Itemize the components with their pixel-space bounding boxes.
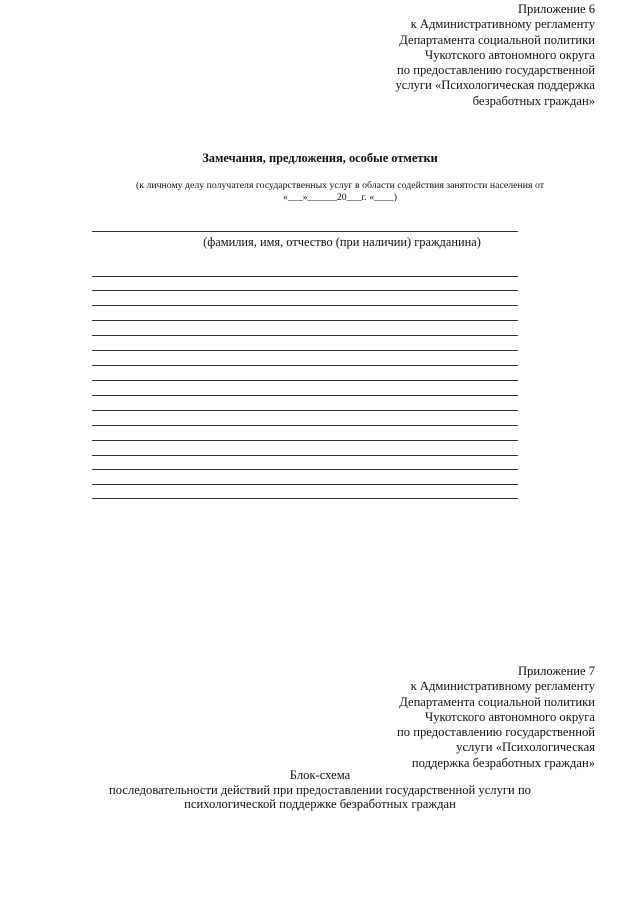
note-line <box>92 276 518 277</box>
note-line <box>92 350 518 351</box>
name-underline <box>92 231 518 232</box>
form-subtitle-line-2: «___»______20___г. «____) <box>283 192 397 203</box>
appendix-7-line: Департамента социальной политики <box>399 694 595 709</box>
note-line <box>92 498 518 499</box>
note-line <box>92 305 518 306</box>
appendix-6-line: к Административному регламенту <box>410 17 595 32</box>
note-line <box>92 395 518 396</box>
note-line <box>92 410 518 411</box>
form-subtitle <box>100 180 580 204</box>
appendix-7-line: поддержка безработных граждан» <box>411 755 595 770</box>
appendix-6-header <box>295 2 595 109</box>
note-line <box>92 335 518 336</box>
appendix-7-line: Приложение 7 <box>517 664 595 678</box>
note-line <box>92 380 518 381</box>
note-line <box>92 320 518 321</box>
appendix-7-line: Чукотского автономного округа <box>425 709 595 724</box>
appendix-7-line: к Административному регламенту <box>410 679 595 694</box>
appendix-7-header <box>295 664 595 771</box>
block-scheme-line-1: последовательности действий при предоставлении государственной услуги по <box>109 782 531 797</box>
form-title: Замечания, предложения, особые отметки <box>202 151 438 165</box>
appendix-6-line: Приложение 6 <box>517 2 595 16</box>
block-scheme-heading <box>0 768 640 812</box>
note-line <box>92 425 518 426</box>
note-line <box>92 440 518 441</box>
note-line <box>92 365 518 366</box>
name-caption: (фамилия, имя, отчество (при наличии) гражданина) <box>203 235 481 249</box>
note-line <box>92 484 518 485</box>
appendix-7-line: услуги «Психологическая <box>456 740 595 755</box>
note-line <box>92 455 518 456</box>
appendix-6-line: по предоставлению государственной <box>397 63 595 78</box>
appendix-6-line: Чукотского автономного округа <box>425 47 595 62</box>
form-subtitle-line-1: (к личному делу получателя государственных услуг в области содействия занятости населения от <box>136 180 544 191</box>
appendix-6-line: безработных граждан» <box>472 93 595 108</box>
block-scheme-title: Блок-схема <box>289 768 351 782</box>
block-scheme-line-2: психологической поддержке безработных граждан <box>184 797 456 811</box>
appendix-6-line: услуги «Психологическая поддержка <box>395 78 595 93</box>
note-line <box>92 290 518 291</box>
appendix-6-line: Департамента социальной политики <box>399 32 595 47</box>
appendix-7-line: по предоставлению государственной <box>397 725 595 740</box>
note-line <box>92 469 518 470</box>
